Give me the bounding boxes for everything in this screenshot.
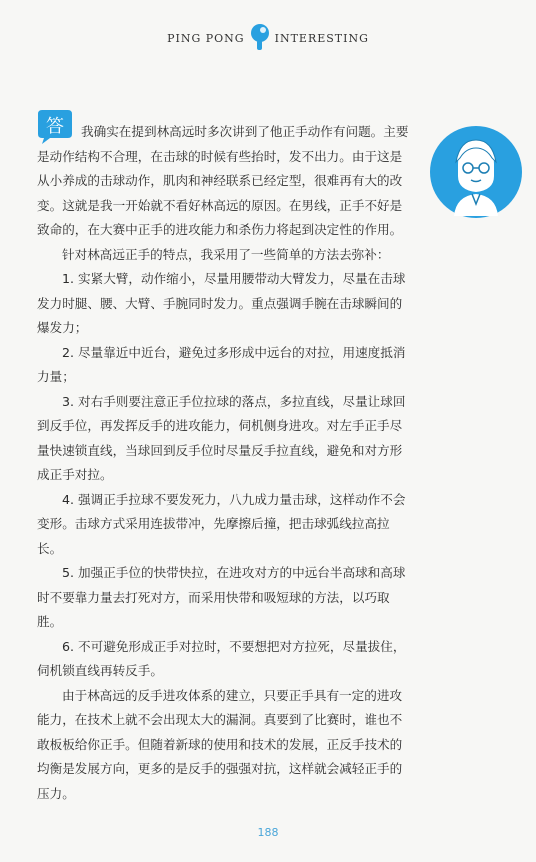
list-item: 4. 强调正手拉球不要发死力，八九成力量击球，这样动作不会变形。击球方式采用连拔带冲，先摩擦后撞，把击球弧线拉高拉长。 bbox=[37, 491, 406, 556]
list-item: 2. 尽量靠近中近台，避免过多形成中远台的对拉，用速度抵消力量； bbox=[37, 344, 406, 384]
header-left-text: PING PONG bbox=[167, 31, 245, 45]
paragraph: 我确实在提到林高远时多次讲到了他正手动作有问题。主要是动作结构不合理，在击球的时候有些抬时，发不出力。由于这是从小养成的击球动作，肌肉和神经联系已经定型，很难再有大的改变。这就是我一开始就不看好林高远的原因。在男线，正手不好是致命的，在大赛中正手的进攻能力和杀伤力将起到决定性的作用。 bbox=[37, 124, 409, 237]
page-number: 188 bbox=[257, 826, 279, 839]
page-header bbox=[0, 18, 536, 58]
article-body bbox=[37, 120, 412, 806]
list-item: 6. 不可避免形成正手对拉时，不要想把对方拉死，尽量拔住，伺机锁直线再转反手。 bbox=[37, 638, 406, 678]
paragraph: 由于林高远的反手进攻体系的建立，只要正手具有一定的进攻能力，在技术上就不会出现太大的漏洞。真要到了比赛时，谁也不敢板板给你正手。但随着新球的使用和技术的发展，正反手技术的均衡是发展方向，更多的是反手的强强对抗，这样就会减轻正手的压力。 bbox=[37, 687, 403, 801]
list-item: 3. 对右手则要注意正手位拉球的落点，多拉直线，尽量让球回到反手位，再发挥反手的进攻能力，伺机侧身进攻。对左手正手尽量快速锁直线，当球回到反手位时尽量反手拉直线，避免和对方形成正手对拉。 bbox=[37, 393, 406, 482]
list-item: 1. 实紧大臂，动作缩小，尽量用腰带动大臂发力，尽量在击球发力时腿、腰、大臂、手腕同时发力。重点强调手腕在击球瞬间的爆发力； bbox=[37, 271, 406, 335]
coach-portrait-icon bbox=[428, 124, 524, 224]
paragraph: 针对林高远正手的特点，我采用了一些简单的方法去弥补： bbox=[62, 246, 390, 262]
header-right-text: INTERESTING bbox=[274, 31, 369, 45]
list-item: 5. 加强正手位的快带快拉，在进攻对方的中远台半高球和高球时不要靠力量去打死对方，而采用快带和吸短球的方法，以巧取胜。 bbox=[37, 565, 406, 629]
answer-badge-label: 答 bbox=[46, 116, 64, 137]
paddle-icon bbox=[249, 23, 271, 54]
